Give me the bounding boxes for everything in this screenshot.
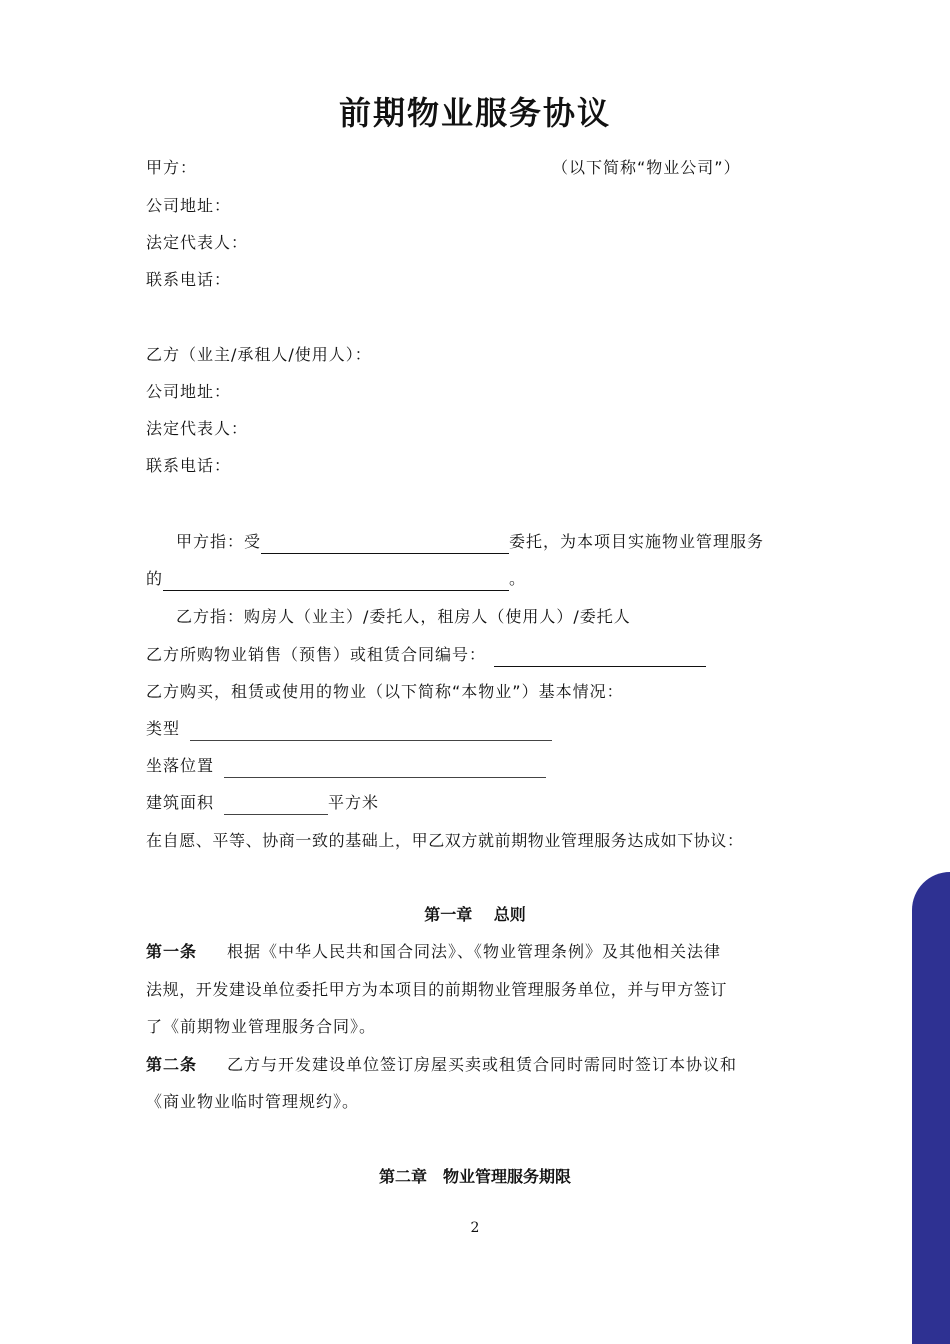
property-intro: 乙方购买，租赁或使用的物业（以下简称“本物业”）基本情况：: [146, 682, 624, 701]
party-a-label: 甲方：: [146, 158, 198, 177]
property-location-line: [146, 754, 546, 778]
party-a-definition-line: [176, 530, 764, 554]
entrustor-blank[interactable]: [261, 535, 509, 554]
contract-number-blank[interactable]: [494, 648, 706, 667]
property-location-blank[interactable]: [224, 761, 546, 778]
party-a-abbrev: （以下简称“物业公司”）: [552, 158, 741, 177]
contract-number-label: 乙方所购物业销售（预售）或租赁合同编号：: [146, 645, 487, 664]
building-area-unit: 平方米: [328, 793, 380, 812]
party-a-definition-prefix: 甲方指：受: [176, 532, 262, 551]
chapter-2-heading: 第二章 物业管理服务期限: [378, 1167, 571, 1186]
building-area-line: [146, 791, 379, 815]
party-a-definition-line2-prefix: 的: [146, 569, 164, 588]
property-location-label: 坐落位置: [146, 756, 215, 775]
party-a-definition-suffix: 委托，为本项目实施物业管理服务: [509, 532, 765, 551]
building-area-label: 建筑面积: [146, 793, 215, 812]
article-2-line1: [146, 1053, 737, 1077]
page-number: 2: [470, 1220, 480, 1236]
chapter-1-heading: 第一章 总则: [424, 905, 526, 924]
party-b-phone-label: 联系电话：: [146, 456, 232, 475]
party-a-phone-label: 联系电话：: [146, 270, 232, 289]
article-2-line2: 《商业物业临时管理规约》。: [146, 1092, 360, 1111]
party-a-definition-line2-suffix: 。: [509, 569, 527, 588]
party-b-address-label: 公司地址：: [146, 382, 232, 401]
company-name-blank[interactable]: [163, 572, 509, 591]
party-b-label: 乙方（业主/承租人/使用人）：: [146, 345, 372, 364]
property-type-label: 类型: [146, 719, 181, 738]
party-a-rep-label: 法定代表人：: [146, 233, 249, 252]
party-a-definition-line2: [146, 567, 526, 591]
article-2-label: 第二条: [146, 1055, 198, 1074]
building-area-blank[interactable]: [224, 798, 328, 815]
party-a-address-label: 公司地址：: [146, 196, 232, 215]
contract-number-line: [146, 643, 706, 667]
consensus-statement: 在自愿、平等、协商一致的基础上，甲乙双方就前期物业管理服务达成如下协议：: [146, 831, 744, 850]
article-1-label: 第一条: [146, 942, 198, 961]
article-1-text-1: 根据《中华人民共和国合同法》、《物业管理条例》及其他相关法律: [227, 942, 722, 961]
article-1-line1: [146, 940, 721, 964]
side-tab: [912, 872, 950, 1344]
document-title: 前期物业服务协议: [338, 94, 611, 132]
party-b-rep-label: 法定代表人：: [146, 419, 249, 438]
article-1-line3: 了《前期物业管理服务合同》。: [146, 1017, 377, 1036]
property-type-blank[interactable]: [190, 724, 552, 741]
article-2-text-1: 乙方与开发建设单位签订房屋买卖或租赁合同时需同时签订本协议和: [227, 1055, 738, 1074]
party-b-definition: 乙方指：购房人（业主）/委托人，租房人（使用人）/委托人: [176, 607, 631, 626]
article-1-line2: 法规，开发建设单位委托甲方为本项目的前期物业管理服务单位，并与甲方签订: [146, 980, 728, 999]
property-type-line: [146, 717, 552, 741]
